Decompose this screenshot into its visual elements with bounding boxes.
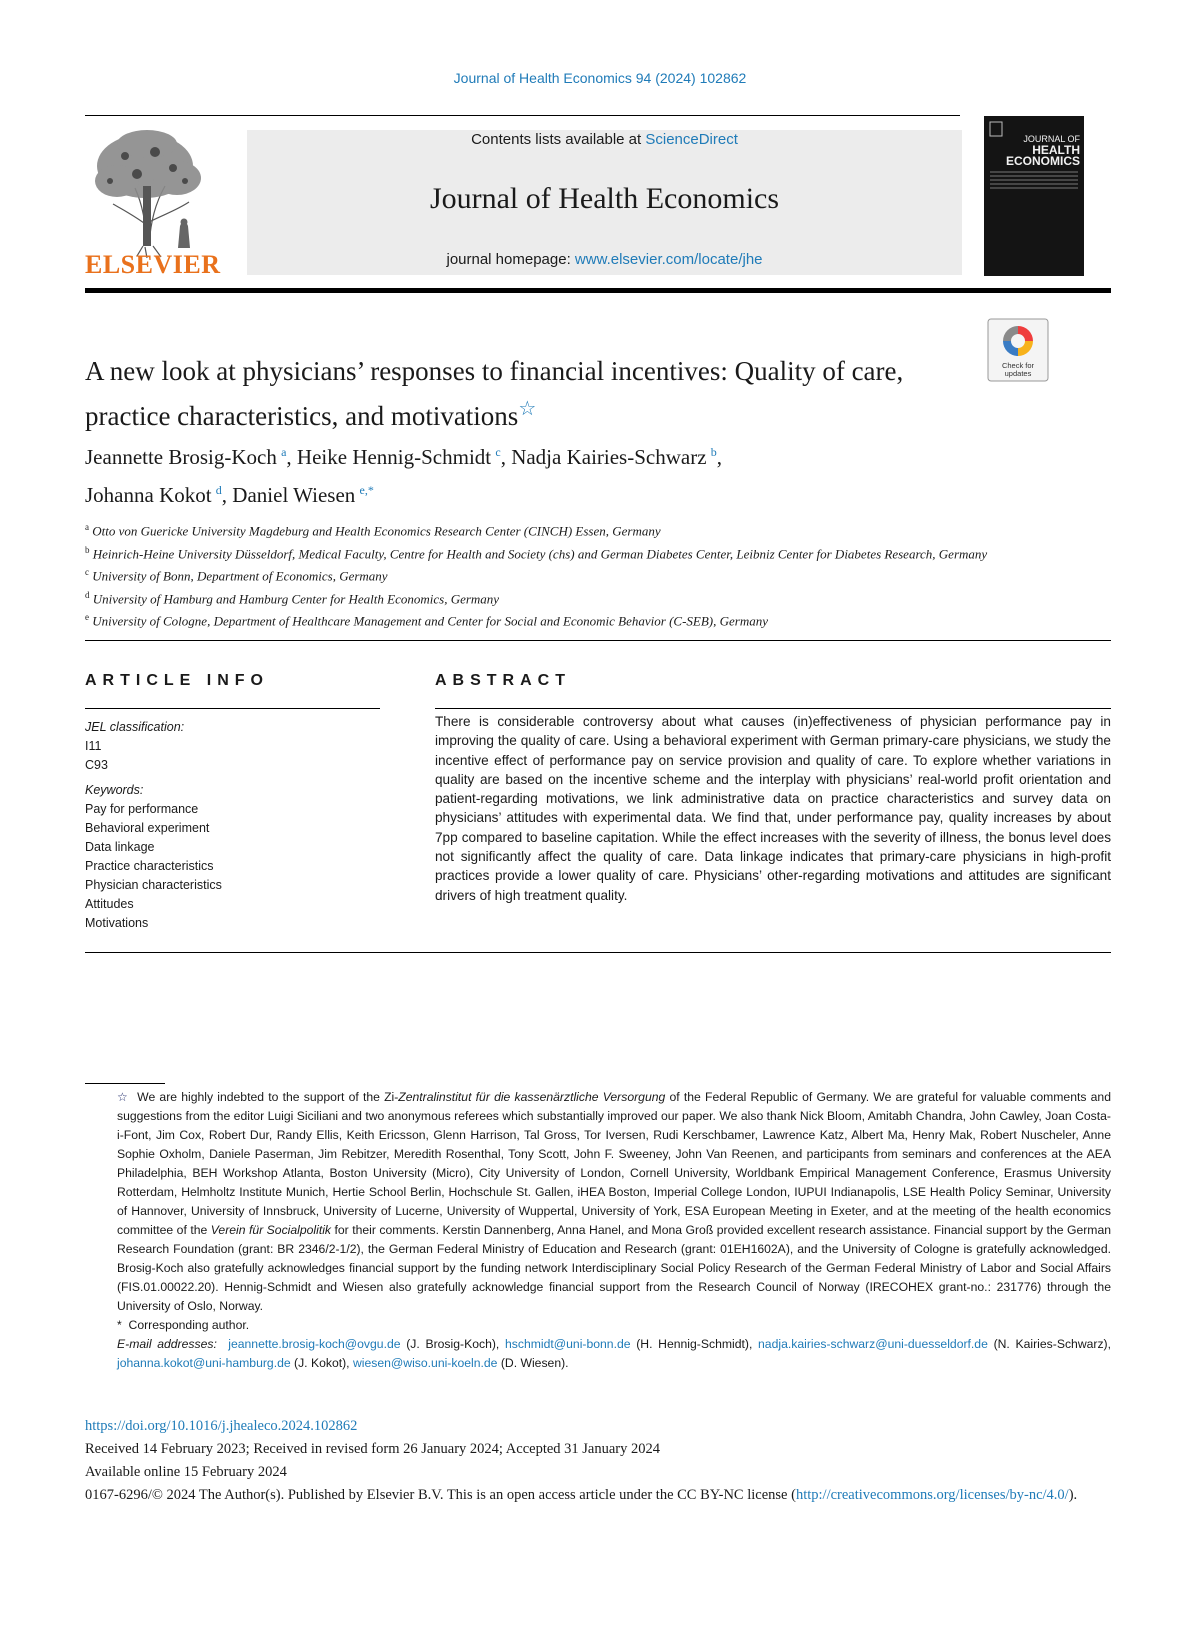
email-link[interactable]: johanna.kokot@uni-hamburg.de — [117, 1356, 291, 1370]
author-name[interactable]: Nadja Kairies-Schwarz — [511, 445, 707, 469]
article-title — [85, 352, 955, 435]
corresponding-text: Corresponding author. — [128, 1318, 250, 1332]
email-owner: (J. Brosig-Koch), — [406, 1337, 500, 1351]
check-for-updates-badge[interactable] — [987, 318, 1049, 382]
publication-info — [85, 1415, 1111, 1507]
funding-italic: Zentralinstitut für die kassenärztliche Versorgung — [398, 1090, 666, 1104]
license-statement — [85, 1484, 1111, 1507]
corresponding-mark: * — [117, 1318, 122, 1332]
abstract-rule — [435, 708, 1111, 709]
author-affil-sup: b — [710, 445, 717, 459]
contents-prefix: Contents lists available at — [471, 131, 646, 148]
article-info-panel — [85, 718, 385, 933]
affiliation-item — [85, 518, 1105, 541]
article-title-text: A new look at physicians’ responses to financial incentives: Quality of care, practice characteristics, and motivations — [85, 356, 904, 431]
author-name[interactable]: Heike Hennig-Schmidt — [296, 445, 492, 469]
affiliation-text: Heinrich-Heine University Düsseldorf, Medical Faculty, Centre for Health and Society (chs) and German Diabetes Center, Leibniz Center for Diabetes Research, Germany — [92, 545, 988, 561]
author-name[interactable]: Daniel Wiesen — [232, 483, 356, 507]
elsevier-wordmark: ELSEVIER — [85, 250, 221, 279]
author-name[interactable]: Jeannette Brosig-Koch — [85, 445, 277, 469]
email-owner: (J. Kokot), — [294, 1356, 350, 1370]
header-bottom-rule — [85, 288, 1111, 293]
funding-text: We are highly indebted to the support of the Zi- — [137, 1090, 399, 1104]
keyword-item: Practice characteristics — [85, 859, 214, 873]
header-top-rule — [85, 115, 960, 116]
received-dates: Received 14 February 2023; Received in revised form 26 January 2024; Accepted 31 January 2024 — [85, 1441, 661, 1457]
title-footnote-star-icon[interactable]: ☆ — [518, 398, 537, 420]
article-info-heading: ARTICLE INFO — [85, 672, 269, 689]
email-footnote — [85, 1335, 1111, 1373]
license-end: ). — [1068, 1487, 1078, 1503]
cover-title-line: ECONOMICS — [1005, 154, 1080, 168]
abstract-heading: ABSTRACT — [435, 672, 571, 689]
author-affil-sup: e,* — [359, 483, 374, 497]
badge-line: updates — [1004, 369, 1032, 378]
abstract-text: There is considerable controversy about what causes (in)effectiveness of physician performance pay in improving the quality of care. Using a behavioral experiment with German primary-care physicians, we study the incentive effect of performance pay on service provision and quality of care. To explore whether variations in quality are based on the incentive scheme and the interplay with physicians’ real-world profit orientation and patient-regarding motivations, we link administrative data on practice characteristics and survey data on physicians’ attitudes with experimental data. We find that, under performance pay, quality increases by about 7pp compared to baseline capitation. While the effect increases with the severity of illness, the bonus level does not significantly affect the quality of care. Data linkage indicates that primary-care physicians in high-profit practices provide a lower quality of care. Physicians’ other-regarding motivations and attitudes are significant drivers of high treatment quality. — [435, 714, 1111, 903]
badge-line: Check for — [1001, 361, 1035, 370]
email-link[interactable]: nadja.kairies-schwarz@uni-duesseldorf.de — [758, 1337, 988, 1351]
affiliation-key: b — [85, 544, 90, 555]
license-text: 0167-6296/© 2024 The Author(s). Published by Elsevier B.V. This is an open access article under the CC BY-NC license ( — [85, 1487, 796, 1503]
email-label: E-mail addresses: — [117, 1337, 217, 1351]
funding-italic: Verein für Socialpolitik — [210, 1223, 332, 1237]
author-affil-sup: d — [215, 483, 222, 497]
homepage-link[interactable]: www.elsevier.com/locate/jhe — [574, 251, 763, 268]
affiliation-text: University of Hamburg and Hamburg Center for Health Economics, Germany — [92, 590, 500, 606]
footnote-rule — [85, 1083, 165, 1084]
funding-text: for their comments. Kerstin Dannenberg, Anna Hanel, and Mona Groß provided excellent research assistance. Financial support by the German Research Foundation (grant: BR 2346/2-1/2), the German Federal Ministry of Education and Research (grant: 01EH1602A), and the University of Cologne is gratefully acknowledged. Brosig-Koch also gratefully acknowledges financial support by the funding network Interdisciplinary Social Policy Research of the German Federal Ministry of Labor and Social Affairs (FIS.01.00022.20). Hennig-Schmidt and Wiesen also gratefully acknowledge financial support from the Research Council of Norway (IRECOHEX grant-no.: 231776) through the University of Oslo, Norway. — [117, 1223, 1111, 1313]
affiliation-text: University of Cologne, Department of Healthcare Management and Center for Social and Economic Behavior (C-SEB), Germany — [92, 613, 768, 629]
running-head: Journal of Health Economics 94 (2024) 102862 — [453, 70, 747, 86]
jel-code: I11 — [85, 739, 102, 753]
contents-line — [247, 131, 962, 148]
cover-title — [1006, 134, 1080, 167]
affiliation-text: University of Bonn, Department of Economics, Germany — [92, 568, 388, 584]
jel-label: JEL classification: — [85, 720, 185, 734]
license-link[interactable]: http://creativecommons.org/licenses/by-nc/4.0/ — [795, 1487, 1069, 1503]
affiliation-key: e — [85, 612, 89, 623]
journal-homepage — [247, 251, 962, 268]
corresponding-footnote — [85, 1316, 1111, 1335]
journal-cover[interactable] — [984, 116, 1084, 276]
author-affil-sup: c — [495, 445, 501, 459]
affiliation-item — [85, 586, 1105, 609]
funding-footnote — [85, 1088, 1111, 1316]
keywords-label: Keywords: — [85, 783, 144, 797]
email-link[interactable]: jeannette.brosig-koch@ovgu.de — [228, 1337, 401, 1351]
sciencedirect-link[interactable]: ScienceDirect — [645, 131, 738, 148]
article-info-rule — [85, 708, 380, 709]
email-link[interactable]: hschmidt@uni-bonn.de — [505, 1337, 631, 1351]
affiliation-item — [85, 541, 1105, 564]
email-owner: (N. Kairies-Schwarz), — [993, 1337, 1111, 1351]
author-list: Jeannette Brosig-Koch $^a$, Heike Hennig-Schmidt $^c$, Nadja Kairies-Schwarz $^b$, Johanna Kokot $^d$, Daniel Wiesen $^{e,*}$ — [85, 445, 722, 507]
email-owner: (D. Wiesen). — [500, 1356, 569, 1370]
affiliation-text: Otto von Guericke University Magdeburg and Health Economics Research Center (CINCH) Essen, Germany — [92, 523, 661, 539]
cover-title-line: HEALTH — [1032, 143, 1080, 157]
keyword-item: Pay for performance — [85, 802, 199, 816]
jel-code: C93 — [85, 758, 108, 772]
affiliation-key: a — [85, 522, 89, 532]
email-link[interactable]: wiesen@wiso.uni-koeln.de — [352, 1356, 498, 1370]
affiliation-key: c — [85, 567, 89, 578]
author-affil-sup: a — [281, 445, 287, 459]
front-matter-end-rule — [85, 952, 1111, 953]
keyword-item: Attitudes — [85, 897, 134, 911]
journal-name: Journal of Health Economics — [429, 182, 780, 215]
check-for-updates-icon — [987, 318, 1049, 382]
keyword-item: Behavioral experiment — [85, 821, 210, 835]
doi-link[interactable]: https://doi.org/10.1016/j.jhealeco.2024.102862 — [85, 1418, 358, 1434]
affiliation-item — [85, 608, 1105, 631]
funding-text: of the Federal Republic of Germany. We are grateful for valuable comments and suggestions from the editor Luigi Siciliani and two anonymous referees which substantially improved our paper. We also thank Nick Bloom, Amitabh Chandra, John Cawley, Joan Costa-i-Font, Jim Cox, Robert Dur, Randy Ellis, Keith Ericsson, Glenn Harrison, Tal Gross, Tor Iversen, Rudi Kerschbamer, Lawrence Katz, Albert Ma, Henry Mak, Robert Nuscheler, Anne Sophie Oxholm, Daniele Paserman, Jim Rebitzer, Meredith Rosenthal, Tony Scott, John F. Sweeney, John Van Reenen, and participants from seminars and conferences at the AEA Philadelphia, BEH Workshop Atlanta, Boston University (Micro), City University of London, Cornell University, Worldbank Empirical Management Conference, Erasmus University Rotterdam, Helmholtz Institute Munich, Hertie School Berlin, Hochschule St. Gallen, iHEA Boston, Imperial College London, IUPUI Indianapolis, LSE Health Policy Seminar, University of Hannover, University of Innsbruck, University of Lucerne, University of Wuppertal, University of York, ESA European Meeting in Exeter, and at the meeting of the health economics committee of the — [117, 1090, 1111, 1237]
cover-title-line: JOURNAL OF — [1023, 134, 1080, 144]
affiliation-item — [85, 563, 1105, 586]
available-online: Available online 15 February 2024 — [85, 1464, 287, 1480]
keyword-item: Motivations — [85, 916, 149, 930]
affiliation-list — [85, 518, 1105, 631]
keyword-item: Data linkage — [85, 840, 155, 854]
footnote-star-icon: ☆ — [117, 1090, 129, 1104]
homepage-prefix: journal homepage: — [446, 251, 575, 268]
keyword-item: Physician characteristics — [85, 878, 222, 892]
author-name[interactable]: Johanna Kokot — [85, 483, 212, 507]
affiliation-rule — [85, 640, 1111, 641]
footnotes — [85, 1088, 1111, 1373]
email-owner: (H. Hennig-Schmidt), — [636, 1337, 753, 1351]
affiliation-key: d — [85, 589, 90, 600]
